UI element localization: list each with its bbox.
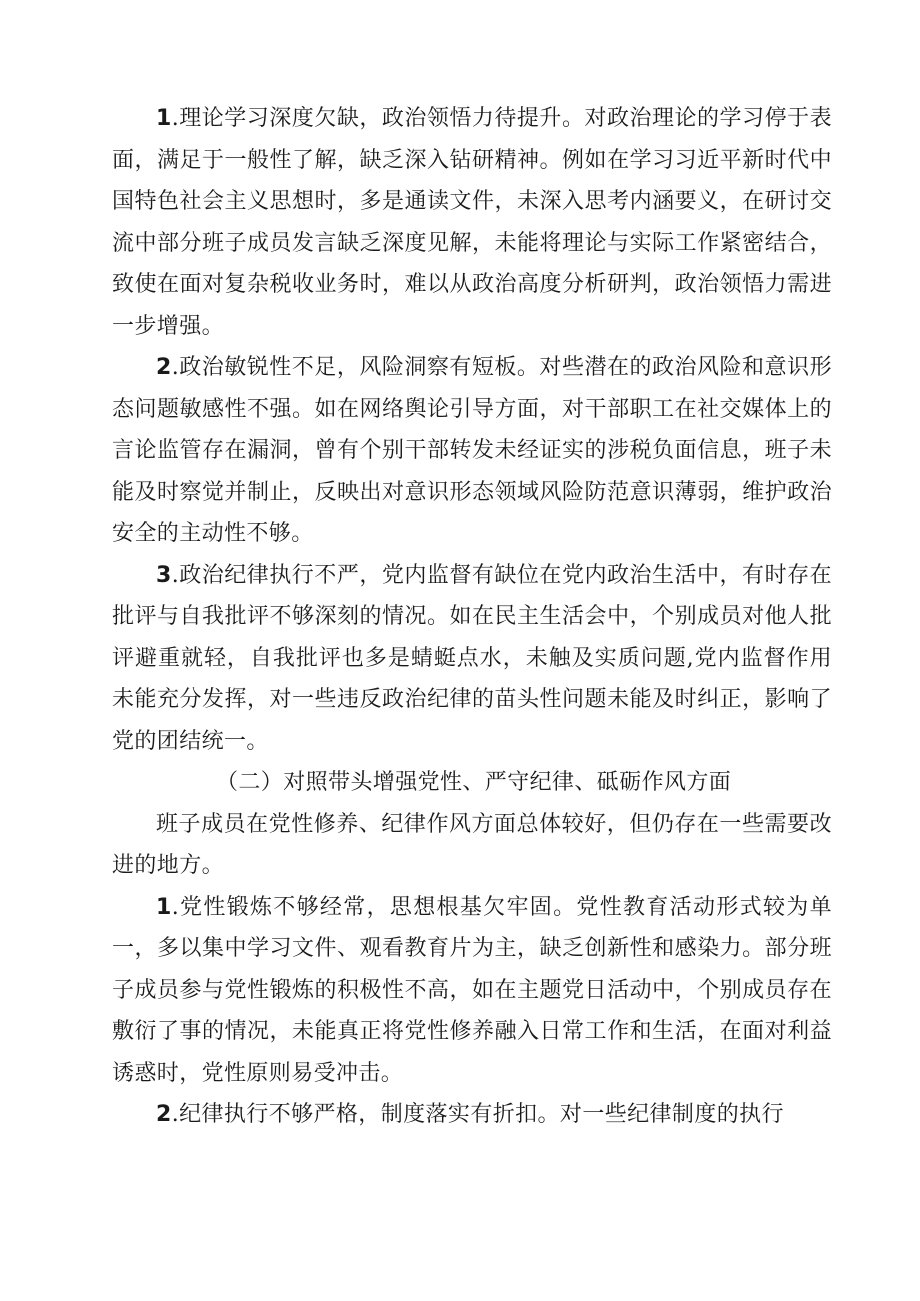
item-number: 1 — [156, 894, 172, 920]
item-text: .党性锻炼不够经常，思想根基欠牢固。党性教育活动形式较为单一，多以集中学习文件、观看教育片为主，缺乏创新性和感染力。部分班子成员参与党性锻炼的积极性不高，如在主题党日活动中，个别成员存在敷衍了事的情况，未能真正将党性修养融入日常工作和生活，在面对利益诱惑时，党性原则易受冲击。 — [112, 894, 832, 1086]
item-text: .纪律执行不够严格，制度落实有折扣。对一些纪律制度的执行 — [171, 1102, 784, 1127]
item-text: .政治敏锐性不足，风险洞察有短板。对些潜在的政治风险和意识形态问题敏感性不强。如在网络舆论引导方面，对干部职工在社交媒体上的言论监管存在漏洞，曾有个别干部转发未经证实的涉税负面信息，班子未能及时察觉并制止，反映出对意识形态领域风险防范意识薄弱，维护政治安全的主动性不够。 — [112, 355, 832, 546]
item-number: 3 — [156, 562, 172, 588]
item-number: 2 — [156, 1102, 172, 1127]
paragraph-item-2 — [112, 347, 832, 555]
paragraph-item-1b — [112, 887, 832, 1095]
item-text: .理论学习深度欠缺，政治领悟力待提升。对政治理论的学习停于表面，满足于一般性了解，缺乏深入钻研精神。例如在学习习近平新时代中国特色社会主义思想时，多是通读文件，未深入思考内涵要义，在研讨交流中部分班子成员发言缺乏深度见解，未能将理论与实际工作紧密结合，致使在面对复杂税收业务时，难以从政治高度分析研判，政治领悟力需进一步增强。 — [112, 106, 832, 339]
document-body — [112, 98, 832, 1136]
paragraph-item-1 — [112, 98, 832, 347]
section-intro: 班子成员在党性修养、纪律作风方面总体较好，但仍存在一些需要改进的地方。 — [112, 811, 832, 878]
paragraph-item-3 — [112, 555, 832, 763]
item-number: 1 — [156, 106, 172, 131]
section-heading: （二）对照带头增强党性、严守纪律、砥砺作风方面 — [216, 770, 732, 795]
item-text: .政治纪律执行不严，党内监督有缺位在党内政治生活中，有时存在批评与自我批评不够深刻的情况。如在民主生活会中，个别成员对他人批评避重就轻，自我批评也多是蜻蜓点水，未触及实质问题,党内监督作用未能充分发挥，对一些违反政治纪律的苗头性问题未能及时纠正，影响了党的团结统一。 — [112, 562, 832, 754]
paragraph-item-2b — [112, 1094, 832, 1136]
item-number: 2 — [156, 355, 172, 380]
